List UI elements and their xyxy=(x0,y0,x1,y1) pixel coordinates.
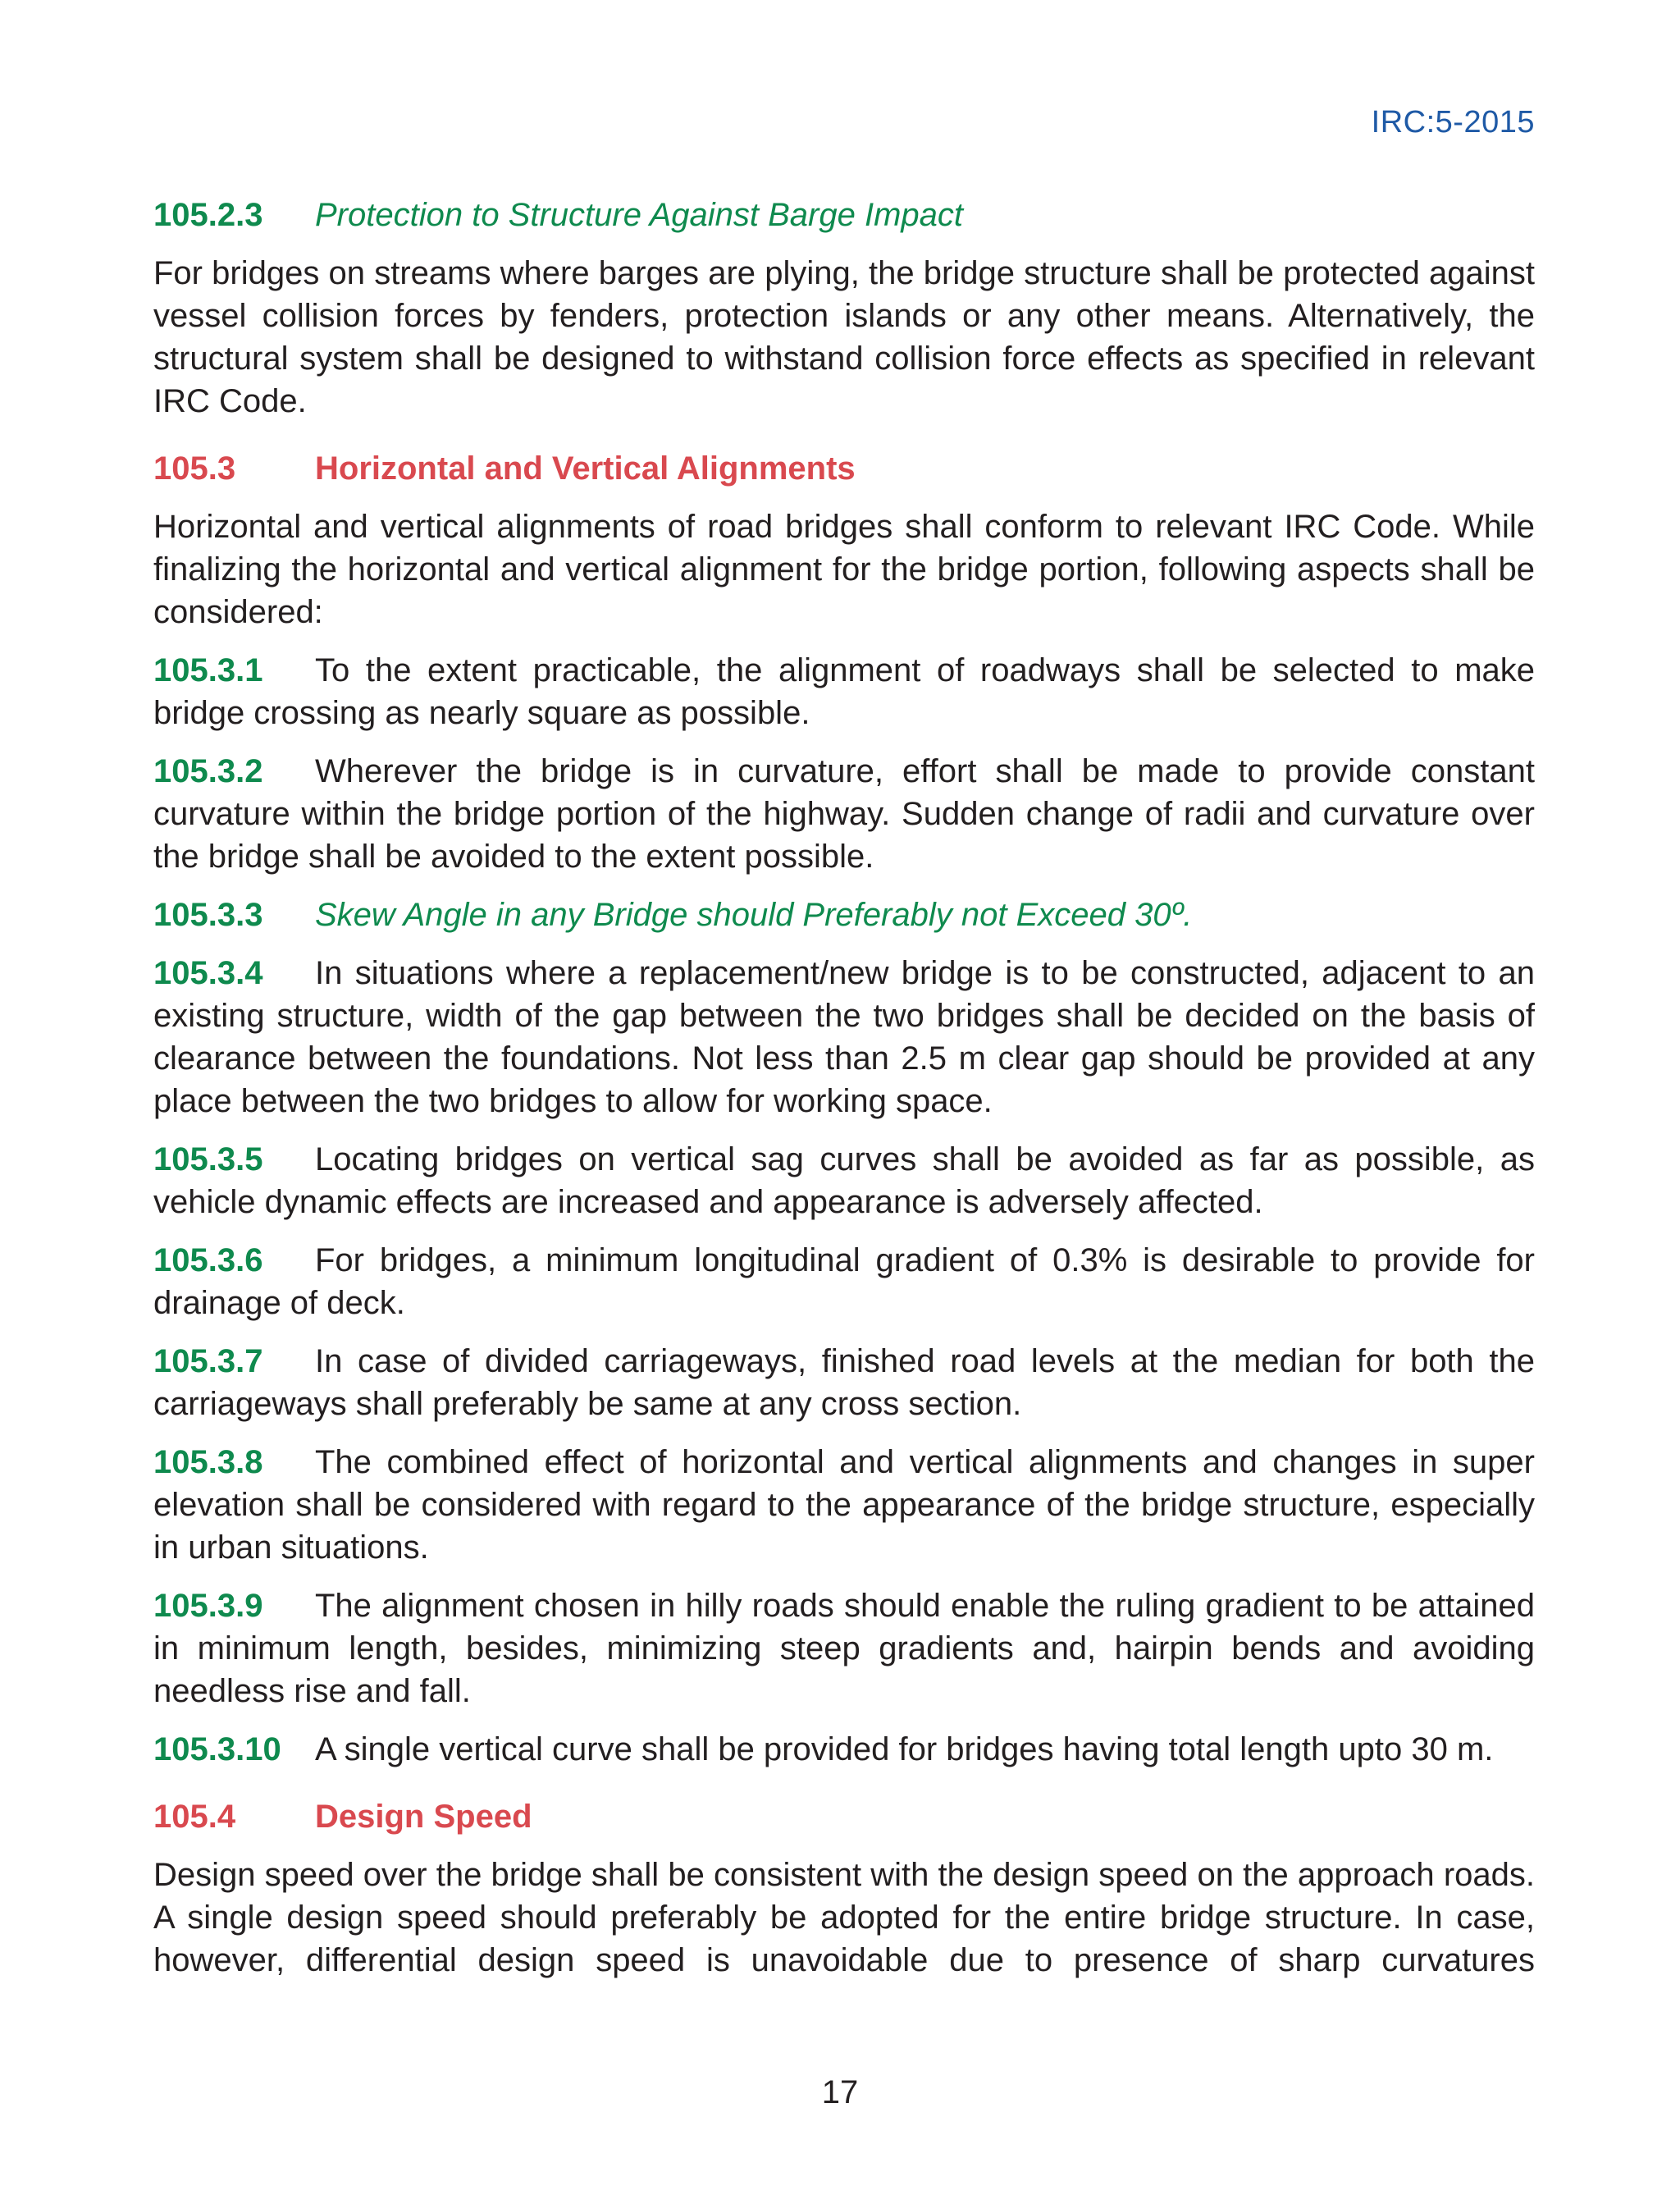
page-number: 17 xyxy=(821,2074,859,2110)
clause-text: The combined effect of horizontal and vertical alignments and changes in super elevation shall be considered with regard to the appearance of the bridge structure, especially in urban situations. xyxy=(153,1444,1535,1566)
clause-number: 105.3.10 xyxy=(153,1731,281,1767)
paragraph-alignments: Horizontal and vertical alignments of road bridges shall conform to relevant IRC Code. While finalizing the horizontal and vertical alignment for the bridge portion, following aspects shall be considered: xyxy=(153,509,1535,630)
clause-105-3-2 xyxy=(153,750,1535,878)
clause-number: 105.3.8 xyxy=(153,1444,263,1480)
section-title: Horizontal and Vertical Alignments xyxy=(315,450,856,487)
section-heading-105-4 xyxy=(153,1795,1535,1838)
clause-105-3-8 xyxy=(153,1441,1535,1569)
document-code-header: IRC:5-2015 xyxy=(1371,105,1535,139)
clause-text: The alignment chosen in hilly roads should enable the ruling gradient to be attained in minimum length, besides, minimizing steep gradients and, hairpin bends and avoiding needless rise and fall. xyxy=(153,1588,1535,1709)
clause-number: 105.3.6 xyxy=(153,1242,263,1278)
clause-text: To the extent practicable, the alignment of roadways shall be selected to make bridge crossing as nearly square as possible. xyxy=(153,652,1535,731)
clause-105-3-10 xyxy=(153,1728,1535,1771)
clause-105-3-4 xyxy=(153,952,1535,1122)
page-content xyxy=(153,194,1535,1982)
section-number: 105.2.3 xyxy=(153,197,263,233)
clause-text: For bridges, a minimum longitudinal gradient of 0.3% is desirable to provide for drainage of deck. xyxy=(153,1242,1535,1321)
clause-105-3-6 xyxy=(153,1239,1535,1324)
section-number: 105.3 xyxy=(153,450,236,487)
clause-text: In situations where a replacement/new bridge is to be constructed, adjacent to an existing structure, width of the gap between the two bridges shall be decided on the basis of clearance between the foundations. Not less than 2.5 m clear gap should be provided at any place between the two bridges to allow for working space. xyxy=(153,955,1535,1119)
clause-number: 105.3.2 xyxy=(153,753,263,789)
clause-number: 105.3.5 xyxy=(153,1141,263,1177)
clause-text: A single vertical curve shall be provided for bridges having total length upto 30 m. xyxy=(315,1731,1494,1767)
clause-105-3-7 xyxy=(153,1340,1535,1425)
section-number: 105.4 xyxy=(153,1799,236,1835)
clause-title: Skew Angle in any Bridge should Preferably not Exceed 30º. xyxy=(315,897,1193,933)
clause-105-3-3 xyxy=(153,894,1535,936)
clause-number: 105.3.4 xyxy=(153,955,263,991)
section-title: Design Speed xyxy=(315,1799,532,1835)
clause-number: 105.3.1 xyxy=(153,652,263,688)
clause-text: In case of divided carriageways, finished road levels at the median for both the carriageways shall preferably be same at any cross section. xyxy=(153,1343,1535,1422)
clause-105-3-5 xyxy=(153,1138,1535,1223)
clause-text: Locating bridges on vertical sag curves shall be avoided as far as possible, as vehicle dynamic effects are increased and appearance is adversely affected. xyxy=(153,1141,1535,1220)
paragraph-design-speed: Design speed over the bridge shall be consistent with the design speed on the approach roads. A single design speed should preferably be adopted for the entire bridge structure. In case, however, differential design speed is unavoidable due to presence of sharp curvatures xyxy=(153,1857,1535,1978)
section-title: Protection to Structure Against Barge Impact xyxy=(315,197,964,233)
clause-number: 105.3.7 xyxy=(153,1343,263,1379)
clause-105-3-9 xyxy=(153,1584,1535,1712)
section-heading-105-3 xyxy=(153,447,1535,490)
clause-105-3-1 xyxy=(153,649,1535,734)
subsection-heading-105-2-3 xyxy=(153,194,1535,236)
paragraph-barge-impact: For bridges on streams where barges are plying, the bridge structure shall be protected against vessel collision forces by fenders, protection islands or any other means. Alternatively, the structural system shall be designed to withstand collision force effects as specified in relevant IRC Code. xyxy=(153,255,1535,419)
clause-number: 105.3.3 xyxy=(153,897,263,933)
clause-number: 105.3.9 xyxy=(153,1588,263,1624)
clause-text: Wherever the bridge is in curvature, effort shall be made to provide constant curvature within the bridge portion of the highway. Sudden change of radii and curvature over the bridge shall be avoided to the extent possible. xyxy=(153,753,1535,875)
